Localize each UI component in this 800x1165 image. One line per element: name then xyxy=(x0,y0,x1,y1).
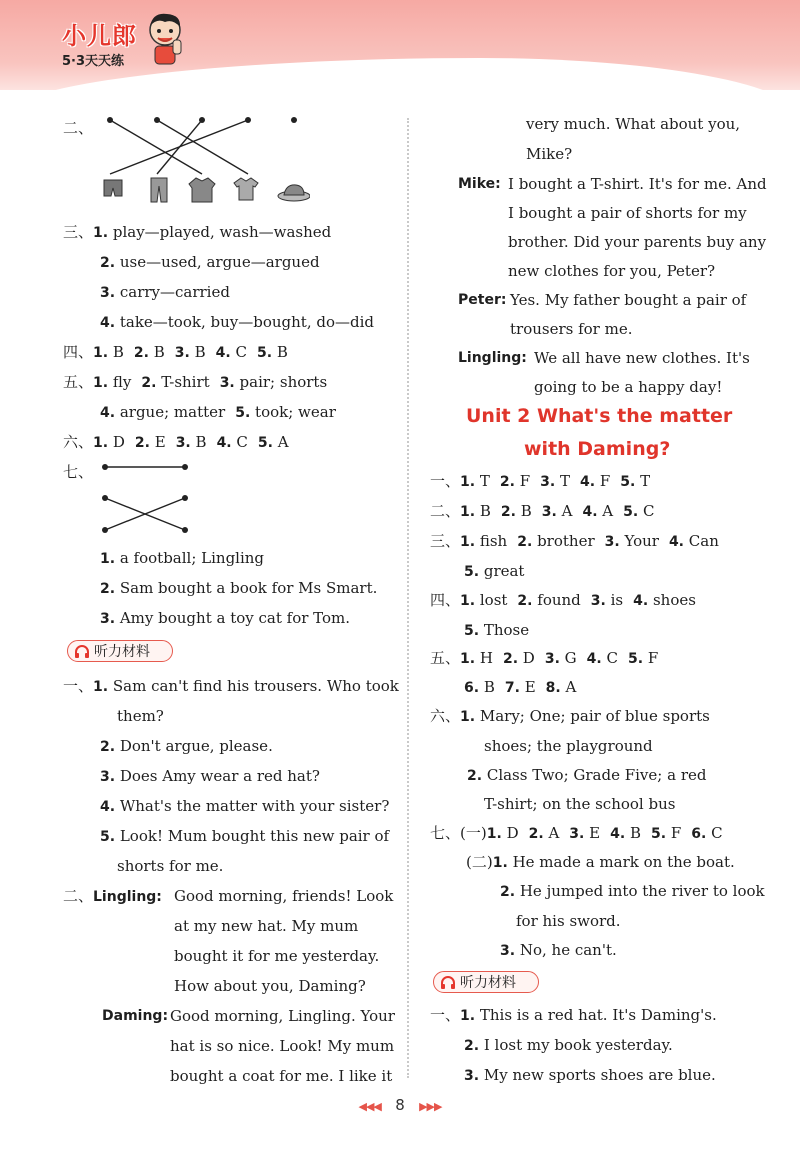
script-text: them? xyxy=(117,707,164,725)
mascot-icon xyxy=(143,10,187,68)
listening-1-mark: 一、 xyxy=(63,677,94,695)
section-6-row xyxy=(430,706,710,727)
matching-lines-s7 xyxy=(100,458,195,540)
matching-lines-clothes xyxy=(100,112,310,204)
answer-text: No, he can't. xyxy=(519,941,617,959)
answer-text: Sam bought a book for Ms Smart. xyxy=(119,579,378,597)
page-number: 8 xyxy=(395,1096,405,1114)
answer-text: use—used, argue—argued xyxy=(119,253,320,271)
section-6-row xyxy=(467,765,706,786)
item-num: 1. xyxy=(93,435,109,451)
section-7-row xyxy=(430,823,723,844)
item-num: 3. xyxy=(500,943,516,959)
item-num: 2. xyxy=(517,534,533,550)
answer-value: F xyxy=(599,472,611,490)
item-num: 4. xyxy=(668,534,684,550)
section-3-row xyxy=(464,561,524,582)
item-num: 2. xyxy=(528,826,544,842)
answer-value: T xyxy=(640,472,651,490)
right-arrows-icon: ▶▶▶ xyxy=(419,1100,442,1113)
item-num: 5. xyxy=(100,829,116,845)
item-num: 4. xyxy=(586,651,602,667)
item-num: 2. xyxy=(100,739,116,755)
answer-value: great xyxy=(483,562,525,580)
section-5-mark: 五、 xyxy=(430,649,461,667)
item-num: 1. xyxy=(93,679,109,695)
answer-text: He jumped into the river to look xyxy=(519,882,765,900)
unit-title-cont: with Daming? xyxy=(524,438,671,460)
logo-subtitle: 5·3天天练 xyxy=(62,54,125,69)
item-num: 5. xyxy=(650,826,667,842)
dialogue-line: Mike? xyxy=(526,145,573,163)
section-4-mark: 四、 xyxy=(430,591,461,609)
section-4-row xyxy=(63,342,288,363)
answer-text: play—played, wash—washed xyxy=(112,223,332,241)
section-7-mark: 七、 xyxy=(430,824,461,842)
answer-value: argue; matter xyxy=(119,403,226,421)
item-num: 3. xyxy=(569,826,585,842)
item-num: 4. xyxy=(100,799,116,815)
listening-1-row xyxy=(464,1035,673,1056)
answer-value: A xyxy=(277,433,289,451)
answer-text: a football; Lingling xyxy=(119,549,265,567)
section-5-row xyxy=(430,648,658,669)
speaker-name: Lingling: xyxy=(458,350,527,366)
item-num: 1. xyxy=(460,709,476,725)
answer-value: C xyxy=(236,433,248,451)
answer-value: C xyxy=(606,649,618,667)
item-num: 6. xyxy=(691,826,707,842)
item-num: 2. xyxy=(133,345,149,361)
item-num: 5. xyxy=(627,651,644,667)
script-text: I lost my book yesterday. xyxy=(483,1036,673,1054)
answer-value: took; wear xyxy=(255,403,336,421)
dialogue-line: We all have new clothes. It's xyxy=(534,349,750,367)
part-mark: (二) xyxy=(466,853,493,871)
answer-value: Can xyxy=(688,532,719,550)
item-num: 2. xyxy=(500,884,516,900)
listening-tag-label: 听力材料 xyxy=(460,975,516,991)
section-5-row xyxy=(464,677,576,698)
answer-value: C xyxy=(711,824,723,842)
hat-icon xyxy=(278,185,310,201)
section-2-row xyxy=(430,501,654,522)
section-6-mark: 六、 xyxy=(430,707,461,725)
item-num: 2. xyxy=(100,581,116,597)
item-num: 3. xyxy=(541,504,557,520)
section-1-row xyxy=(430,471,650,492)
answer-value: A xyxy=(548,824,560,842)
answer-value: E xyxy=(154,433,166,451)
logo-title: 小儿郎 xyxy=(62,22,137,50)
section-4-mark: 四、 xyxy=(63,343,94,361)
item-num: 4. xyxy=(215,345,231,361)
dialogue-line: at my new hat. My mum xyxy=(174,917,359,935)
section-3-mark: 三、 xyxy=(430,532,461,550)
item-num: 1. xyxy=(460,593,476,609)
item-num: 4. xyxy=(216,435,232,451)
listening-tag-label: 听力材料 xyxy=(94,644,150,660)
speaker-name: Daming: xyxy=(102,1008,169,1024)
item-num: 1. xyxy=(460,651,476,667)
answer-value: B xyxy=(195,433,207,451)
tshirt-icon xyxy=(234,178,258,200)
answer-text: take—took, buy—bought, do—did xyxy=(119,313,374,331)
item-num: 4. xyxy=(633,593,649,609)
script-text: This is a red hat. It's Daming's. xyxy=(479,1006,717,1024)
section-2-mark: 二、 xyxy=(63,119,94,137)
listening-1-row xyxy=(100,766,320,787)
answer-value: fish xyxy=(479,532,508,550)
answer-text: Class Two; Grade Five; a red xyxy=(486,766,707,784)
listening-1-row xyxy=(430,1005,717,1026)
item-num: 1. xyxy=(93,375,109,391)
item-num: 2. xyxy=(500,504,516,520)
item-num: 3. xyxy=(590,593,606,609)
dialogue-row xyxy=(63,886,162,907)
page-footer xyxy=(0,1096,800,1114)
section-7-row xyxy=(100,608,350,629)
answer-value: Those xyxy=(483,621,530,639)
answer-text: He made a mark on the boat. xyxy=(512,853,735,871)
item-num: 4. xyxy=(582,504,598,520)
section-4-row xyxy=(464,620,529,641)
trousers-icon xyxy=(151,178,167,202)
answer-value: found xyxy=(537,591,581,609)
coat-icon xyxy=(189,178,215,202)
section-6-mark: 六、 xyxy=(63,433,94,451)
section-3-mark: 三、 xyxy=(63,223,94,241)
answer-value: C xyxy=(642,502,655,520)
answer-value: B xyxy=(520,502,532,520)
section-3-row xyxy=(100,252,320,273)
item-num: 2. xyxy=(100,255,116,271)
answer-value: D xyxy=(506,824,519,842)
answer-value: F xyxy=(670,824,682,842)
item-num: 1. xyxy=(460,1008,476,1024)
item-num: 1. xyxy=(492,855,508,871)
item-num: 7. xyxy=(504,680,520,696)
answer-value: D xyxy=(112,433,125,451)
script-text: Don't argue, please. xyxy=(119,737,273,755)
dialogue-line: hat is so nice. Look! My mum xyxy=(170,1037,395,1055)
section-2-mark: 二、 xyxy=(430,502,461,520)
section-3-row xyxy=(430,531,719,552)
answer-value: lost xyxy=(479,591,508,609)
answer-text: Mary; One; pair of blue sports xyxy=(479,707,710,725)
listening-1-row xyxy=(464,1065,716,1086)
listening-1-mark: 一、 xyxy=(430,1006,461,1024)
item-num: 4. xyxy=(610,826,626,842)
answer-value: B xyxy=(153,343,165,361)
listening-1-row xyxy=(100,826,389,847)
answer-text: Amy bought a toy cat for Tom. xyxy=(119,609,351,627)
script-text: What's the matter with your sister? xyxy=(119,797,390,815)
dialogue-line: How about you, Daming? xyxy=(174,977,366,995)
dialogue-line: bought it for me yesterday. xyxy=(174,947,380,965)
answer-value: C xyxy=(235,343,247,361)
answer-value: B xyxy=(194,343,206,361)
item-num: 3. xyxy=(540,474,556,490)
answer-text: for his sword. xyxy=(516,912,621,930)
answer-value: T xyxy=(559,472,570,490)
item-num: 3. xyxy=(100,769,116,785)
column-divider xyxy=(407,118,409,1078)
script-text: shorts for me. xyxy=(117,857,224,875)
section-6-row xyxy=(63,432,289,453)
section-5-mark: 五、 xyxy=(63,373,94,391)
item-num: 1. xyxy=(93,345,109,361)
answer-value: B xyxy=(483,678,495,696)
item-num: 5. xyxy=(620,474,636,490)
dialogue-line: going to be a happy day! xyxy=(534,378,723,396)
answer-value: F xyxy=(647,649,659,667)
item-num: 1. xyxy=(460,474,476,490)
answer-text: shoes; the playground xyxy=(484,737,653,755)
script-text: Look! Mum bought this new pair of xyxy=(119,827,390,845)
listening-1-row xyxy=(100,736,273,757)
dialogue-line: trousers for me. xyxy=(510,320,633,338)
shorts-icon xyxy=(104,180,122,196)
answer-value: B xyxy=(479,502,491,520)
answer-value: T-shirt xyxy=(161,373,210,391)
speaker-name: Lingling: xyxy=(93,889,162,905)
answer-value: H xyxy=(479,649,493,667)
answer-value: T xyxy=(479,472,490,490)
answer-text: T-shirt; on the school bus xyxy=(484,795,676,813)
script-text: Does Amy wear a red hat? xyxy=(119,767,320,785)
item-num: 2. xyxy=(141,375,157,391)
answer-value: E xyxy=(524,678,536,696)
unit-title: Unit 2 What's the matter xyxy=(466,405,733,427)
item-num: 3. xyxy=(604,534,620,550)
item-num: 5. xyxy=(257,435,273,451)
item-num: 5. xyxy=(235,405,251,421)
headphones-icon xyxy=(440,975,456,990)
item-num: 3. xyxy=(464,1068,480,1084)
section-3-row xyxy=(63,222,331,243)
answer-value: Your xyxy=(624,532,659,550)
item-num: 5. xyxy=(464,564,480,580)
item-num: 3. xyxy=(174,345,190,361)
answer-value: D xyxy=(522,649,535,667)
answer-value: A xyxy=(565,678,577,696)
item-num: 6. xyxy=(464,680,480,696)
answer-value: B xyxy=(112,343,124,361)
listening-material-tag xyxy=(433,971,539,993)
answer-value: E xyxy=(589,824,601,842)
answer-value: is xyxy=(610,591,624,609)
section-7-mark: 七、 xyxy=(63,463,94,481)
answer-value: B xyxy=(629,824,641,842)
dialogue-line: brother. Did your parents buy any xyxy=(508,233,767,251)
item-num: 5. xyxy=(256,345,273,361)
headphones-icon xyxy=(74,644,90,659)
listening-1-row xyxy=(100,796,389,817)
item-num: 2. xyxy=(134,435,150,451)
answer-value: A xyxy=(602,502,614,520)
answer-text: carry—carried xyxy=(119,283,230,301)
left-arrows-icon: ◀◀◀ xyxy=(358,1100,381,1113)
item-num: 2. xyxy=(464,1038,480,1054)
dialogue-line: Good morning, friends! Look xyxy=(174,887,394,905)
item-num: 4. xyxy=(100,315,116,331)
speaker-name: Peter: xyxy=(458,292,507,308)
item-num: 3. xyxy=(100,285,116,301)
answer-value: A xyxy=(561,502,573,520)
section-7-row xyxy=(500,881,765,902)
script-text: Sam can't find his trousers. Who took xyxy=(112,677,399,695)
answer-value: fly xyxy=(112,373,132,391)
section-3-row xyxy=(100,312,374,333)
section-3-row xyxy=(100,282,230,303)
item-num: 4. xyxy=(580,474,596,490)
script-text: My new sports shoes are blue. xyxy=(483,1066,716,1084)
item-num: 1. xyxy=(93,225,109,241)
item-num: 5. xyxy=(464,623,480,639)
dialogue-line: I bought a T-shirt. It's for me. And xyxy=(508,175,767,193)
item-num: 3. xyxy=(544,651,560,667)
item-num: 3. xyxy=(219,375,235,391)
item-num: 2. xyxy=(517,593,533,609)
dialogue-line: Good morning, Lingling. Your xyxy=(170,1007,395,1025)
section-7-row xyxy=(100,548,264,569)
item-num: 4. xyxy=(100,405,116,421)
dialogue-line: I bought a pair of shorts for my xyxy=(508,204,747,222)
listening-material-tag xyxy=(67,640,173,662)
answer-value: brother xyxy=(537,532,595,550)
dialogue-line: bought a coat for me. I like it xyxy=(170,1067,393,1085)
section-7-row xyxy=(100,578,377,599)
item-num: 3. xyxy=(175,435,191,451)
section-4-row xyxy=(430,590,696,611)
section-5-row xyxy=(100,402,336,423)
item-num: 2. xyxy=(467,768,483,784)
answer-value: pair; shorts xyxy=(239,373,328,391)
answer-value: B xyxy=(276,343,288,361)
dialogue-line: new clothes for you, Peter? xyxy=(508,262,716,280)
item-num: 2. xyxy=(499,474,515,490)
listening-2-mark: 二、 xyxy=(63,887,94,905)
answer-value: F xyxy=(519,472,531,490)
answer-value: G xyxy=(564,649,577,667)
item-num: 1. xyxy=(100,551,116,567)
part-mark: (一) xyxy=(460,824,487,842)
section-5-row xyxy=(63,372,327,393)
item-num: 8. xyxy=(545,680,561,696)
section-7-row xyxy=(466,852,735,873)
dialogue-line: Yes. My father bought a pair of xyxy=(510,291,747,309)
section-7-row xyxy=(500,940,617,961)
section-1-mark: 一、 xyxy=(430,472,461,490)
dialogue-line: very much. What about you, xyxy=(526,115,741,133)
item-num: 1. xyxy=(460,504,476,520)
item-num: 1. xyxy=(460,534,476,550)
item-num: 5. xyxy=(623,504,639,520)
item-num: 1. xyxy=(486,826,502,842)
listening-1-row xyxy=(63,676,399,697)
item-num: 2. xyxy=(502,651,519,667)
speaker-name: Mike: xyxy=(458,176,501,192)
answer-value: shoes xyxy=(652,591,696,609)
item-num: 3. xyxy=(100,611,116,627)
